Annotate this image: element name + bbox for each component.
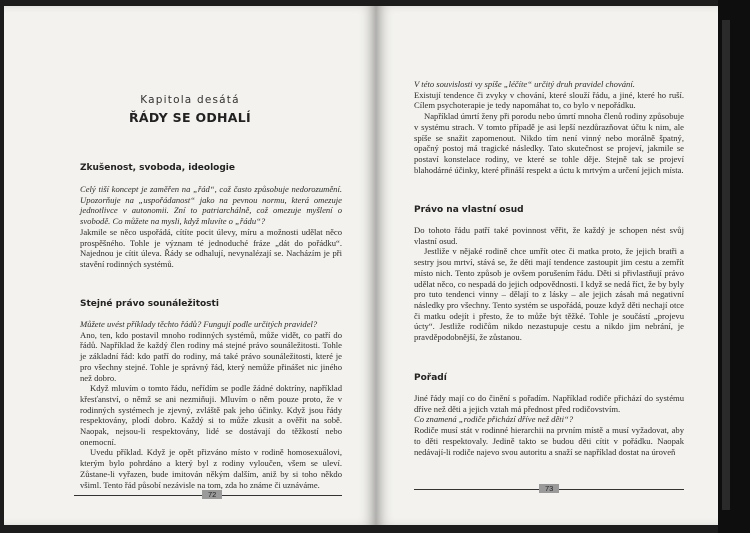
left-page [4,6,376,525]
intro-question: Celý tiší koncept je zaměřen na „řád“, což často způsobuje nedorozumění. Upozorňuje na „uspořádanost“ jako na pevnou normu, která omezuje jednotlivce v autonomii. Zní to patriarchálně, což omezuje myšlení o svobodě. Co můžete na mysli, když mluvíte o „řádu“? [80,184,342,227]
page-number: 72 [202,490,222,499]
paragraph: Uvedu příklad. Když je opět přizváno místo v rodině homosexuálovi, kterým bylo pohrdáno a který byl z rodiny vyloučen, všem se uleví. Zůstane-li vyřazen, bude imitován někým dalším, aniž by si toho někdo všiml. Tento řád působí nezávisle na tom, zda ho známe či uznáváme. [80,447,342,490]
section-body-order [414,393,684,457]
paragraph: Například úmrtí ženy při porodu nebo úmrtí mnoha členů rodiny způsobuje v systému strach. V tomto případě je asi lepší nezdůrazňovat účtu k nim, ale spíše se snažit zapomenout. Nikdo tím není vinný nebo morálně špatný, opačný postoj má tragické následky. Tato skutečnost se projeví, jakmile se postaví konstelace rodiny, ve které se tohle děje. Stejně tak se projeví blahodárné účinky, které přináší respekt a úctu k mrtvým a určení jejich místa. [414,111,684,175]
paragraph: Existují tendence či zvyky v chování, které slouží řádu, a jiné, které ho ruší. Cílem psychoterapie je tedy napomáhat to, co bylo v nepořádku. [414,89,684,111]
section-heading-experience: Zkušenost, svoboda, ideologie [80,163,235,173]
section-heading-order: Pořadí [414,373,447,383]
paragraph: Ano, ten, kdo postavil mnoho rodinných systémů, může vidět, co patří do řádů. Například že každý člen rodiny má stejné právo sounáležitosti. Tohle je základní řád: kdo patří do rodiny, má také právo sounáležitosti, které je pro všechny stejné. Tohle je správný řád, který nemůže přinášet nic jiného než dobro. [80,329,342,383]
paragraph: Jiné řády mají co do činění s pořadím. Například rodiče přichází do systému dříve než děti a jejich vztah má přednost před rodičovstvím. [414,393,684,414]
intro-question: V této souvislosti vy spíše „léčíte“ určitý druh pravidel chování. [414,79,635,89]
paragraph: Rodiče musí stát v rodinné hierarchii na prvním místě a musí vyžadovat, aby to děti respektovaly. Jedině takto se budou děti cítit v pořádku. Naopak nedávají-li rodiče najevo svou autoritu a snaží se například dostat na úroveň [414,425,684,457]
paragraph: Do tohoto řádu patří také povinnost věřit, že každý je schopen nést svůj vlastní osud. [414,225,684,246]
paragraph: Jakmile se něco uspořádá, cítíte pocit úlevy, míru a možnosti udělat něco prospěšného. Tohle je význam té jednoduché fráze „dát do pořádku“. Najednou je cítit úleva. Řády se odhalují, nevynalézají se. Nacházím je při stavění rodinných systémů. [80,226,342,269]
section-body-experience [80,184,342,270]
right-page [376,6,718,525]
background-edge [718,0,750,533]
page-number: 73 [539,484,559,493]
chapter-title: ŘÁDY SE ODHALÍ [128,110,252,125]
section-body-fate [414,225,684,343]
intro-body [414,79,684,175]
paragraph: Když mluvím o tomto řádu, neřídím se podle žádné doktríny, například křesťanství, o němž se ani nezmiňuji. Mluvím o něm pouze proto, že v rodinných systémech je zjevný, zvláště pak jeho účinky. Když jsou řády respektovány, plodí dobro. Každý si to může zkusit a ověřit na sobě. Naopak, nejsou-li respektovány, lidé se dostávají do těžkostí nebo onemocní. [80,383,342,447]
paragraph: Jestliže v nějaké rodině chce umřít otec či matka proto, že jejich bratři a sestry jsou mrtví, stává se, že děti mají tendence zastoupit jim cestu a zemřít místo nich. Tento způsob je ovšem porušením řádu. Děti si přivlastňují právo udělat něco, co nespadá do jejich odpovědnosti. I když se nedá říct, že by byly pro tuto tendenci vinny – dělají to z lásky – ale jejich zásah má negativní následky pro všechny. Tento systém se uspořádá, pouze když děti nechají otce či matku odejít i přesto, že to může být těžké. Tohle je součástí „projevu úcty“. Jestliže rodičům nikdo nezastupuje cestu a nikdo jim nebrání, je pravděpodobnější, že zůstanou. [414,246,684,343]
question: Co znamená „rodiče přichází dříve než děti“? [414,414,574,425]
section-heading-fate: Právo na vlastní osud [414,205,524,215]
section-heading-belonging: Stejné právo sounáležitosti [80,299,219,309]
section-body-belonging [80,319,342,490]
chapter-label: Kapitola desátá [140,94,240,106]
question: Můžete uvést příklady těchto řádů? Fungují podle určitých pravidel? [80,319,318,329]
